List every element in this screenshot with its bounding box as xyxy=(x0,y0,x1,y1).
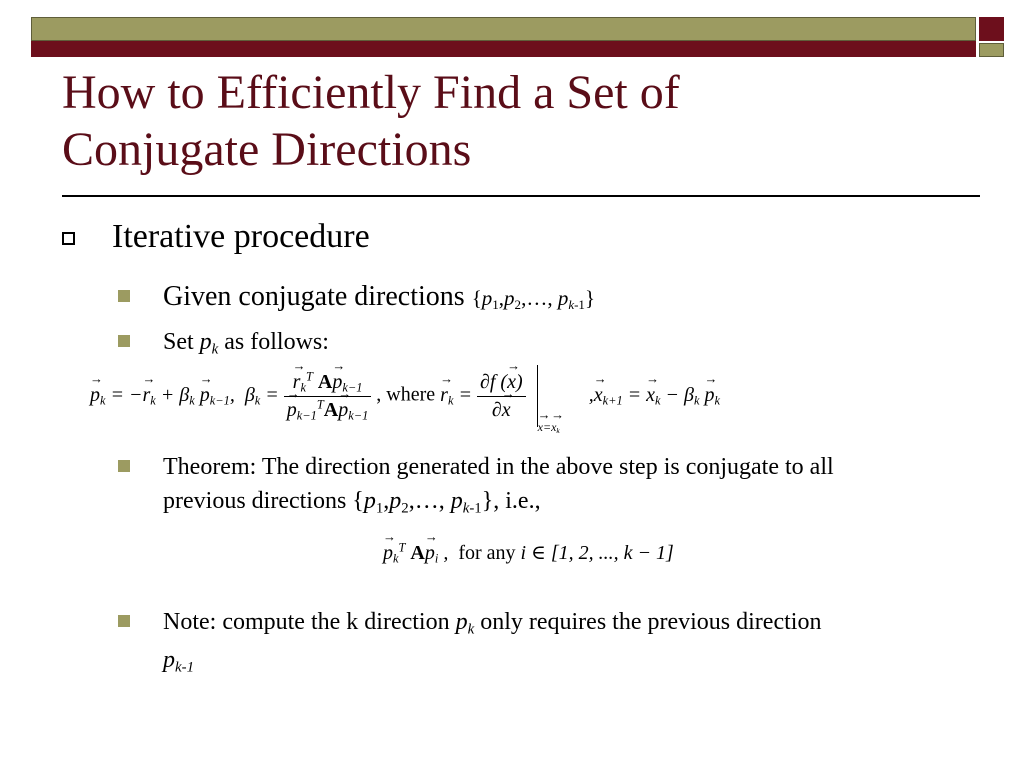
note-pk-math: $p_k$ xyxy=(455,609,475,638)
square-bullet-icon xyxy=(118,335,130,347)
theorem-direction-set-math: {$p_1,p_2,\dots$, $p_{k-1}$} xyxy=(352,488,494,517)
title-line-1: How to Efficiently Find a Set of xyxy=(62,66,680,119)
note-line-1-post: only requires the previous direction xyxy=(474,609,822,635)
update-equation: → $p_k$ = −→ $r_k + \beta_k \to p_{k-1}$, $\beta_k$ = → $r_k^T$ $A\to p_{k-1}$ → $p_{k-1}^TA\to p_{k-1}$ , where → $r_k$ = $\frac{\partial f (\to x)}{\partial\to x}$ → $x=\to x_k$ ,→ $x_{k+1}$ = → $x_k - \beta_k \to p_k$ xyxy=(90,365,720,435)
hollow-square-bullet-icon xyxy=(62,232,75,245)
bullet-iterative-procedure xyxy=(62,218,370,256)
title-divider xyxy=(62,195,980,197)
pk-math: $p_k$ xyxy=(199,329,219,358)
bullet-text: Iterative procedure xyxy=(112,218,370,255)
note-pk-1-math: $p_{k-1}$ xyxy=(163,647,195,676)
square-bullet-icon xyxy=(118,460,130,472)
title-line-2: Conjugate Directions xyxy=(62,123,472,176)
sub-bullet-text-post: as follows: xyxy=(218,329,329,355)
theorem-line-1: Theorem: The direction generated in the above step is conjugate to all xyxy=(163,454,834,480)
square-bullet-icon xyxy=(118,615,130,627)
corner-red-square xyxy=(979,17,1004,41)
for-any-text: for any xyxy=(458,542,516,564)
note-line-1-pre: Note: compute the k direction xyxy=(163,609,456,635)
theorem-line-2-pre: previous directions xyxy=(163,488,353,514)
header-red-bar xyxy=(31,41,976,57)
theorem-line-2-post: , i.e., xyxy=(493,488,541,514)
corner-olive-square xyxy=(979,43,1004,57)
header-olive-bar xyxy=(31,17,976,41)
slide-title xyxy=(62,64,962,178)
sub-bullet-note xyxy=(118,605,821,677)
sub-bullet-text: Given conjugate directions xyxy=(163,281,472,312)
sub-bullet-given-directions xyxy=(118,280,595,315)
conjugacy-equation: → $p_k^T$ $A\to p_i$ , for any i ∈ [1, 2, ..., k − 1] xyxy=(383,540,674,565)
sub-bullet-text-pre: Set xyxy=(163,329,200,355)
where-word: where xyxy=(386,383,436,406)
direction-set-math: {$p_1,p_2,\dots$, $p_{k-1}$} xyxy=(471,286,596,312)
sub-bullet-set-pk xyxy=(118,325,329,359)
square-bullet-icon xyxy=(118,290,130,302)
sub-bullet-theorem xyxy=(118,450,834,518)
